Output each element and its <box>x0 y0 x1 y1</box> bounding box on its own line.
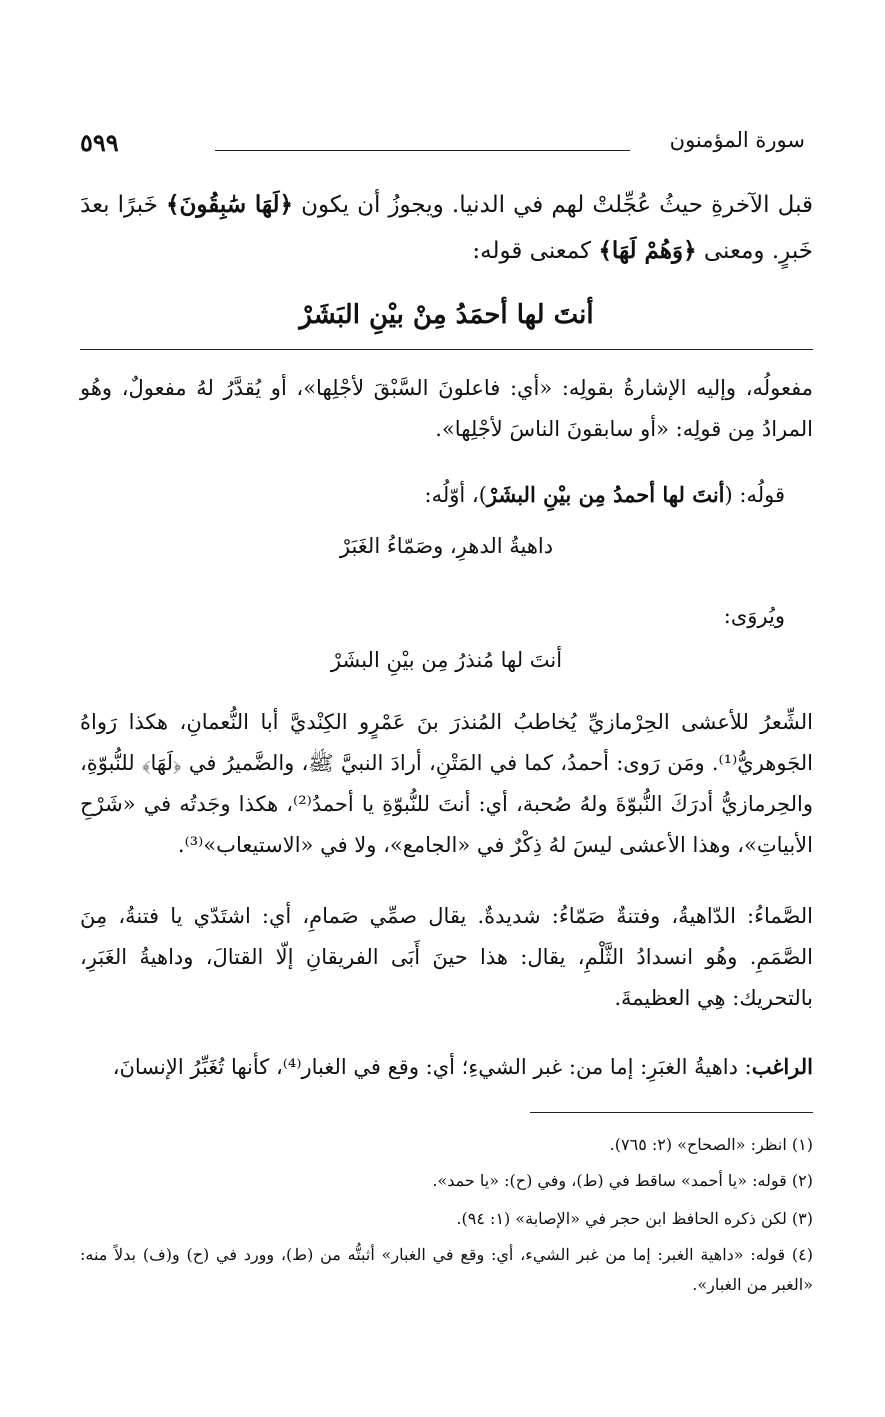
commentary-paragraph: الصَّماءُ: الدّاهيةُ، وفتنةٌ صَمّاءُ: شديدةٌ. يقال صمِّي صَمامِ، أي: اشتَدّي يا فتنةُ، مِنَ الصَّمَمِ. وهُو انسدادُ الثَّلْمِ، يقال: هذا حينَ أَبَى الفريقانِ إلّا القتالَ، وداهيةُ الغَبَرِ، بالتحريك: هِي العظيمةَ. <box>80 904 813 1010</box>
footnote: (٢) قوله: «يا أحمد» ساقط في (ط)، وفي (ح): «يا حمد». <box>432 1171 813 1190</box>
main-text-segment: كمعنى قوله: <box>472 238 599 264</box>
footnote: (٣) لكن ذكره الحافظ ابن حجر في «الإصابة» (١: ٩٤). <box>456 1209 813 1228</box>
footnote: (٤) قوله: «داهية الغبر: إما من غبر الشيء، أي: وقع في الغبار» أثبتُّه من (ط)، وورد في (ح) و(ف) بدلاً منه: «الغبر من الغبار». <box>80 1245 813 1294</box>
main-verse: أنتَ لها أحمَدُ مِنْ بيْنِ البَشَرْ <box>299 300 594 330</box>
quran-quote: ﴿لَهَا سَٰبِقُونَ﴾ <box>166 191 293 218</box>
section-divider <box>80 349 813 350</box>
commentary-segment: قولُه: ( <box>724 483 785 507</box>
commentary-paragraph <box>80 474 785 516</box>
footnote: (١) انظر: «الصحاح» (٢: ٧٦٥). <box>609 1135 813 1154</box>
commentary-paragraph <box>80 1046 813 1088</box>
quran-quote: ﴿وَهُمْ لَهَا﴾ <box>598 237 697 264</box>
poetry-line: داهيةُ الدهرِ، وصَمّاءُ الغَبَرْ <box>339 534 554 558</box>
variant-label: ويُروَى: <box>723 604 785 628</box>
main-text-paragraph <box>80 182 813 274</box>
surah-title: سورة المؤمنون <box>669 128 805 152</box>
commentary-segment: : داهيةُ الغبَرِ: إما من: غبر الشيءِ؛ أي: وقع في الغبار⁽⁴⁾، كأنها تُغَبِّرُ الإنسانَ، <box>112 1055 752 1079</box>
author-label: الراغب <box>751 1054 813 1079</box>
header-rule <box>215 150 630 151</box>
footnote-divider <box>530 1112 813 1113</box>
commentary-segment: )، أوّلُه: <box>424 483 487 507</box>
page-number: ٥٩٩ <box>80 128 119 157</box>
quoted-verse: أنتَ لها أحمدُ مِن بيْنِ البشَرْ <box>486 482 725 507</box>
poetry-line: أنتَ لها مُنذرُ مِن بيْنِ البشَرْ <box>330 648 563 672</box>
commentary-paragraph: الشِّعرُ للأعشى الحِرْمازيِّ يُخاطبُ المُنذرَ بنَ عَمْرٍو الكِنْديَّ أبا النُّعمانِ، هكذا رَواهُ الجَوهريُّ⁽¹⁾. ومَن رَوى: أحمدُ، كما في المَتْنِ، أرادَ النبيَّ ﷺ، والضَّميرُ في ﴿لَهَا﴾ للنُّبوّةِ، والحِرمازيُّ أدرَكَ النُّبوّةَ ولهُ صُحبة، أي: أنتَ للنُّبوّةِ يا أحمدُ⁽²⁾، هكذا وجَدتُه في «شَرْحِ الأبياتِ»، وهذا الأعشى ليسَ لهُ ذِكْرٌ في «الجامع»، ولا في «الاستيعاب»⁽³⁾. <box>80 710 813 857</box>
main-text-segment: خَبرًا بعدَ خَبرٍ. ومعنى <box>80 192 813 264</box>
main-text-segment: قبل الآخرةِ حيثُ عُجِّلتْ لهم في الدنيا. ويجوزُ أن يكون <box>293 192 814 218</box>
commentary-paragraph: مفعولُه، وإليه الإشارةُ بقولِه: «أي: فاعلونَ السَّبْقَ لأجْلِها»، أو يُقدَّرُ لهُ مفعولٌ، وهُو المرادُ مِن قولِه: «أو سابقونَ الناسَ لأجْلِها». <box>80 376 813 441</box>
page-header <box>80 128 805 168</box>
